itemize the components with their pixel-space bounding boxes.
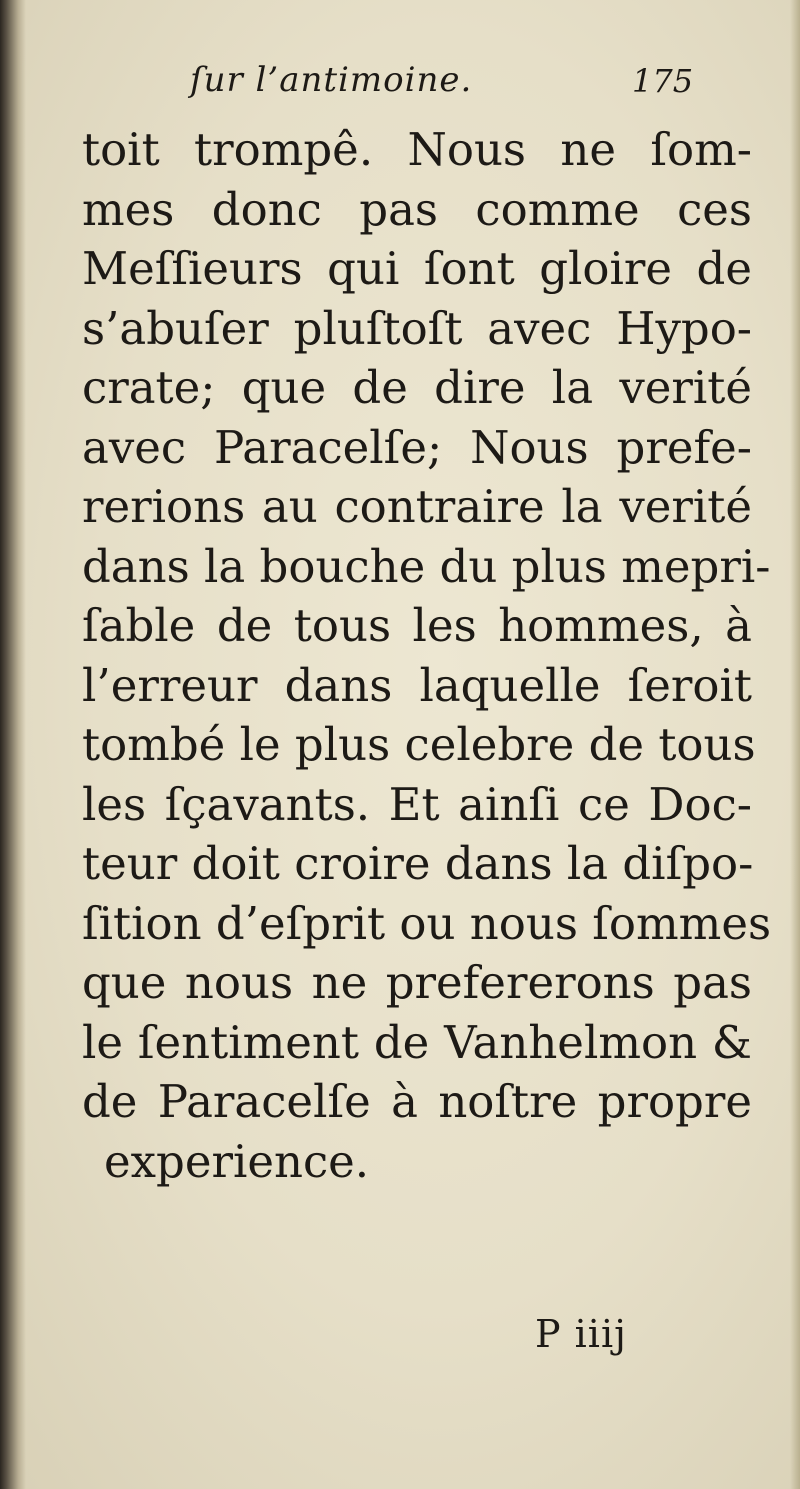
text-line: rerions au contraire la verité [82, 480, 752, 533]
text-line: tombé le plus celebre de tous [82, 718, 756, 771]
text-line: teur doit croire dans la diſpo- [82, 837, 754, 890]
text-line: que nous ne prefererons pas [82, 956, 752, 1009]
binding-gutter [0, 0, 26, 1489]
text-line: s’abuſer pluſtoſt avec Hypo- [82, 301, 752, 355]
text-line: l’erreur dans laquelle ſeroit [82, 658, 752, 712]
page-edge [790, 0, 800, 1489]
text-line: Meſſieurs qui ſont gloire de [82, 242, 752, 295]
text-line: les ſçavants. Et ainſi ce Doc- [82, 777, 752, 831]
signature-mark: P iiij [535, 1312, 627, 1356]
text-line: ſition d’eſprit ou nous ſommes [82, 896, 772, 950]
text-line: le ſentiment de Vanhelmon & [82, 1015, 752, 1069]
text-line: experience. [104, 1134, 370, 1188]
text-line: toit trompê. Nous ne ſom- [82, 123, 752, 176]
text-line: crate; que de dire la verité [82, 361, 752, 414]
body-text [82, 120, 772, 1191]
text-line: dans la bouche du plus mepri- [82, 539, 771, 593]
page-number: 175 [632, 62, 694, 100]
text-line: de Paracelſe à noſtre propre [82, 1075, 752, 1128]
text-line: ſable de tous les hommes, à [82, 599, 752, 652]
text-line: mes donc pas comme ces [82, 182, 752, 236]
text-line: avec Paracelſe; Nous prefe- [82, 420, 752, 474]
running-head: ſur l’antimoine. [190, 60, 473, 100]
